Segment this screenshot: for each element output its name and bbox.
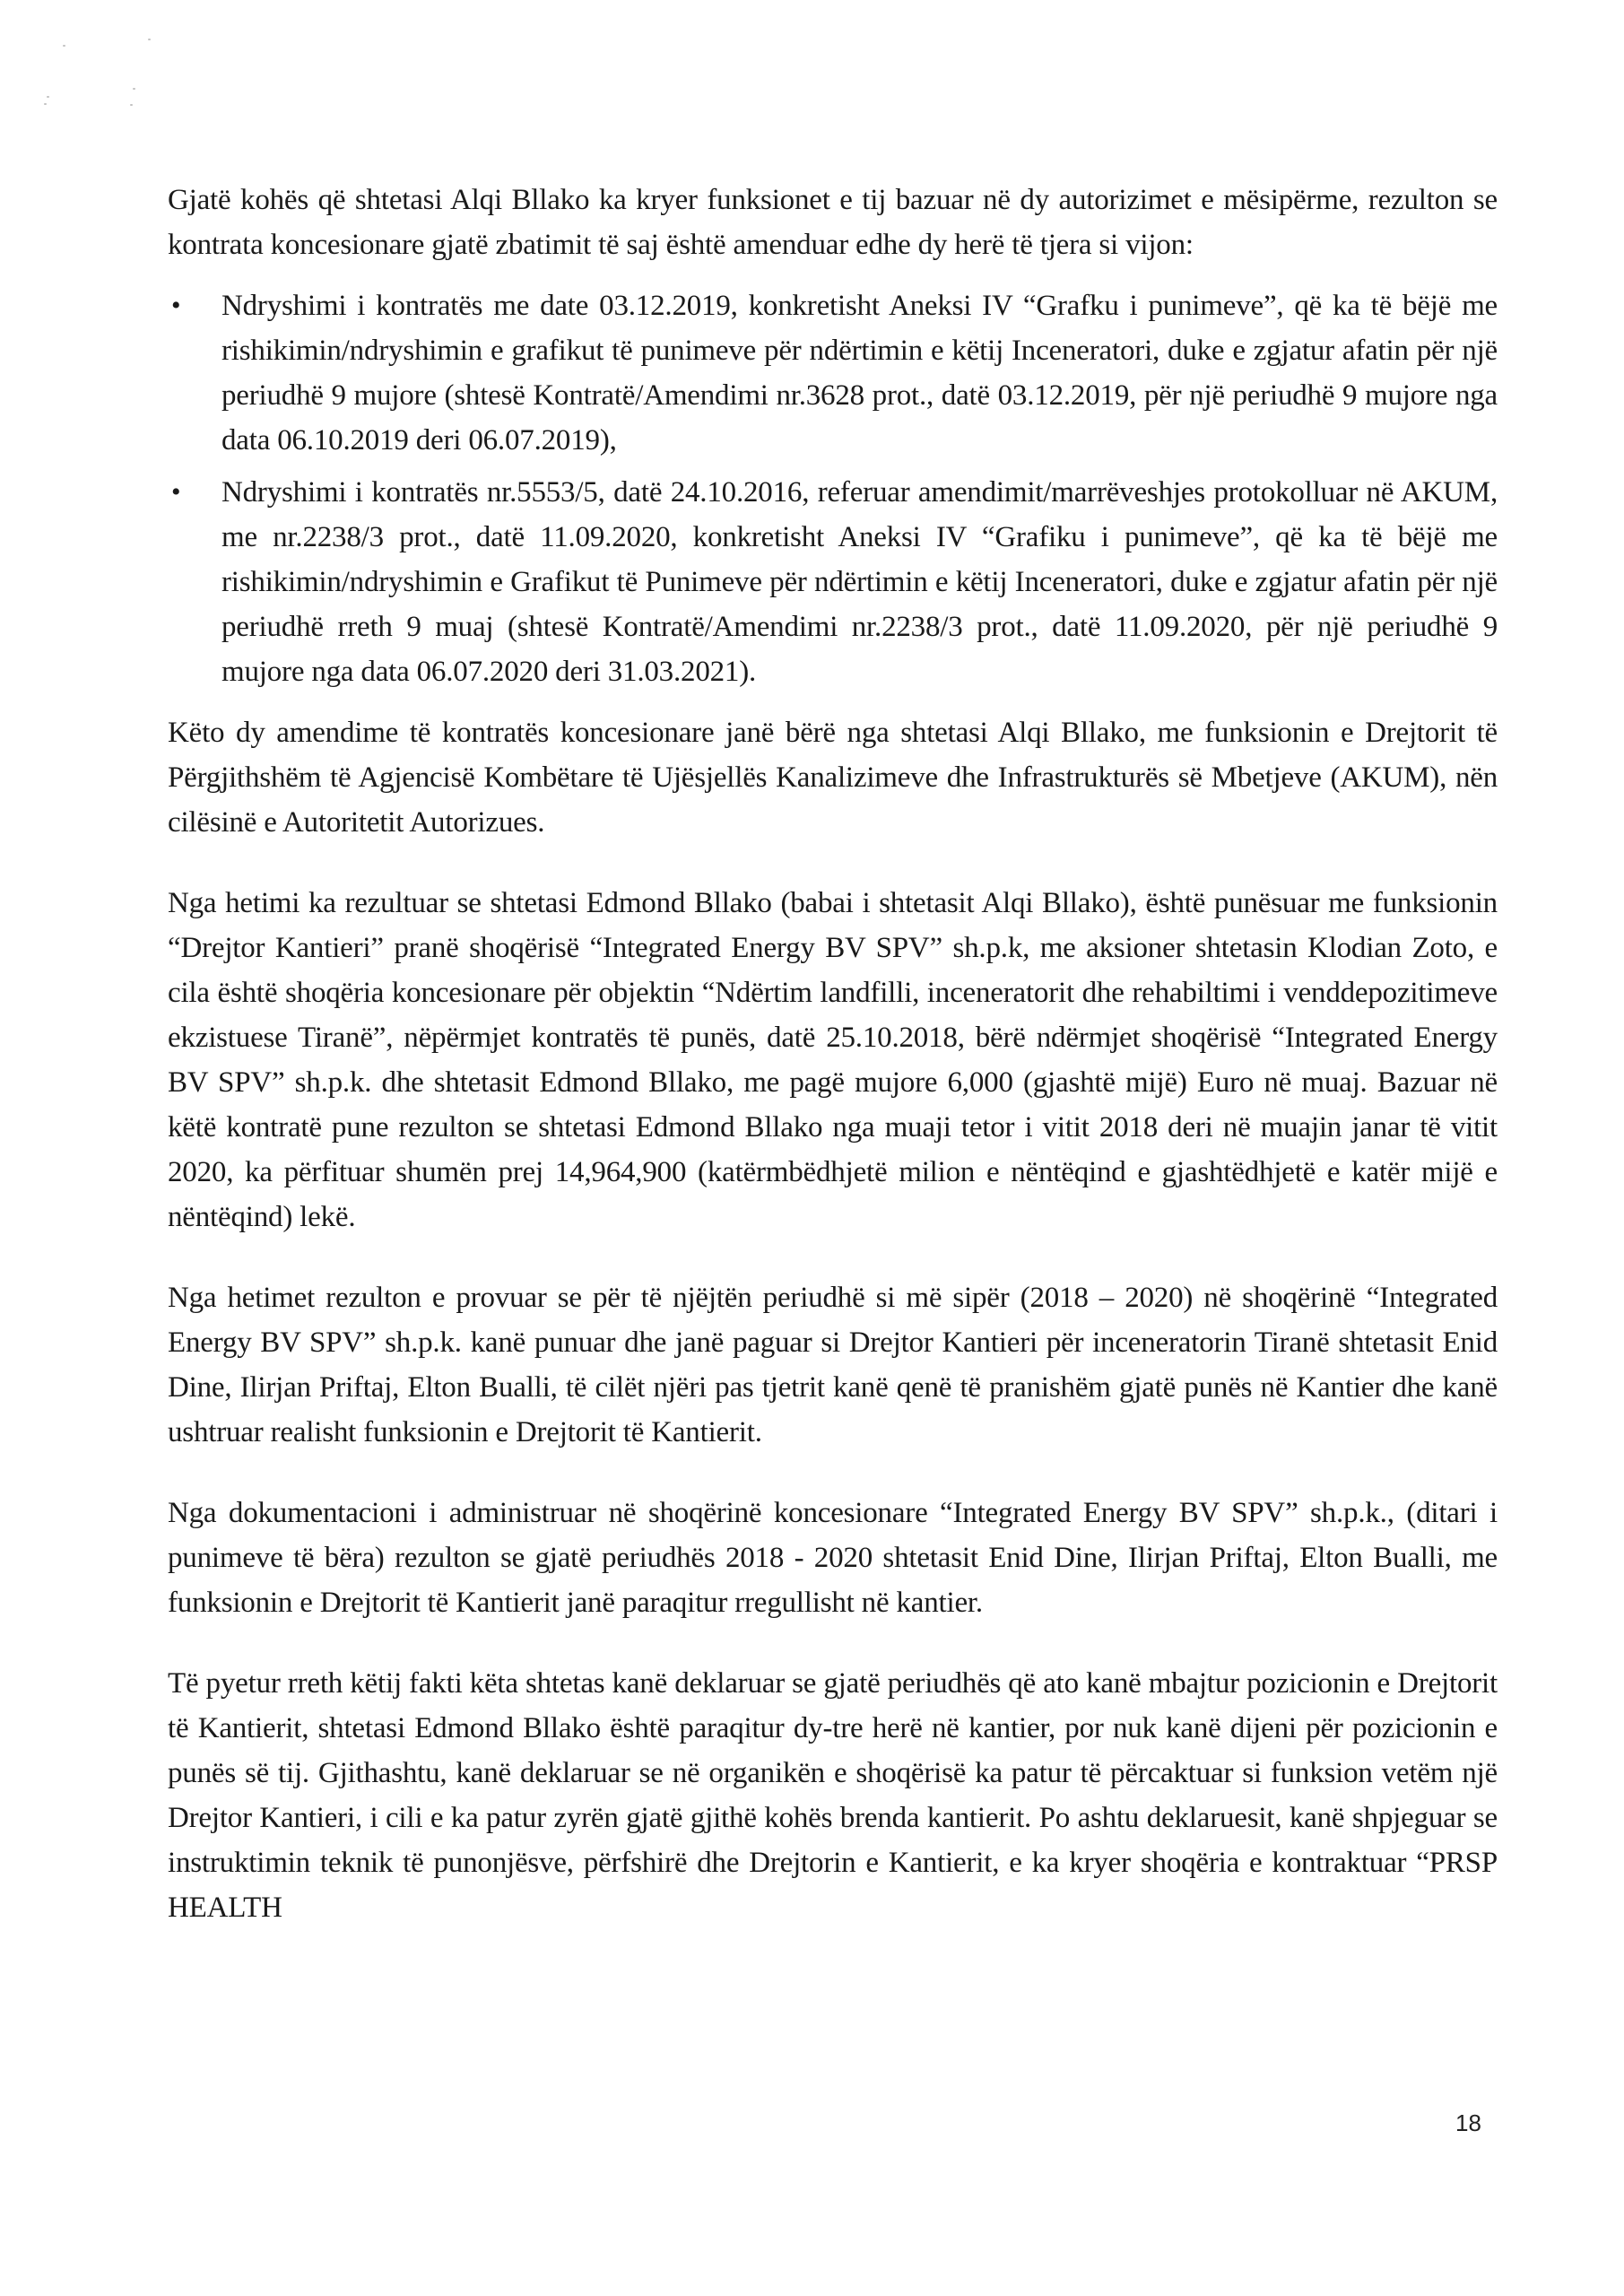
paragraph: Këto dy amendime të kontratës koncesionare janë bërë nga shtetasi Alqi Bllako, me funksionin e Drejtorit të Përgjithshëm të Agjencisë Kombëtare të Ujësjellës Kanalizimeve dhe Infrastrukturës së Mbetjeve (AKUM), nën cilësinë e Autoritetit Autorizues.: [168, 717, 1498, 839]
document-body: [168, 178, 1498, 1966]
list-item-text: Ndryshimi i kontratës nr.5553/5, datë 24.10.2016, referuar amendimit/marrëveshjes protokolluar në AKUM, me nr.2238/3 prot., datë 11.09.2020, konkretisht Aneksi IV “Grafiku i punimeve”, që ka të bëjë me rishikimin/ndryshimin e Grafikut të Punimeve për ndërtimin e këtij Inceneratori, duke e zgjatur afatin për një periudhë rreth 9 muaj (shtesë Kontratë/Amendimi nr.2238/3 prot., datë 11.09.2020, për një periudhë 9 mujore nga data 06.07.2020 deri 31.03.2021).: [221, 476, 1498, 688]
intro-paragraph: Gjatë kohës që shtetasi Alqi Bllako ka kryer funksionet e tij bazuar në dy autorizimet e mësipërme, rezulton se kontrata koncesionare gjatë zbatimit të saj është amenduar edhe dy herë të tjera si vijon:: [168, 184, 1498, 261]
bullet-icon: •: [171, 477, 181, 507]
list-item-text: Ndryshimi i kontratës me date 03.12.2019, konkretisht Aneksi IV “Grafku i punimeve”, që ka të bëjë me rishikimin/ndryshimin e grafikut të punimeve për ndërtimin e këtij Inceneratori, duke e zgjatur afatin për një periudhë 9 mujore (shtesë Kontratë/Amendimi nr.3628 prot., datë 03.12.2019, për një periudhë 9 mujore nga data 06.10.2019 deri 06.07.2019),: [221, 290, 1498, 457]
paragraph: Nga dokumentacioni i administruar në shoqërinë koncesionare “Integrated Energy BV SPV” sh.p.k., (ditari i punimeve të bëra) rezulton se gjatë periudhës 2018 - 2020 shtetasit Enid Dine, Ilirjan Priftaj, Elton Bualli, me funksionin e Drejtorit të Kantierit janë paraqitur rregullisht në kantier.: [168, 1497, 1498, 1619]
paragraph: Të pyetur rreth këtij fakti këta shtetas kanë deklaruar se gjatë periudhës që ato kanë mbajtur pozicionin e Drejtorit të Kantierit, shtetasi Edmond Bllako është paraqitur dy-tre herë në kantier, por nuk kanë dijeni për pozicionin e punës së tij. Gjithashtu, kanë deklaruar se në organikën e shoqërisë ka patur të përcaktuar si funksion vetëm një Drejtor Kantieri, i cili e ka patur zyrën gjatë gjithë kohës brenda kantierit. Po ashtu deklaruesit, kanë shpjeguar se instruktimin teknik të punonjësve, përfshirë dhe Drejtorin e Kantierit, e ka kryer shoqëria e kontraktuar “PRSP HEALTH: [168, 1667, 1498, 1924]
bullet-icon: •: [171, 291, 181, 320]
amendments-list: [168, 283, 1498, 694]
paragraph: Nga hetimet rezulton e provuar se për të njëjtën periudhë si më sipër (2018 – 2020) në shoqërinë “Integrated Energy BV SPV” sh.p.k. kanë punuar dhe janë paguar si Drejtor Kantieri për inceneratorin Tiranë shtetasit Enid Dine, Ilirjan Priftaj, Elton Bualli, të cilët njëri pas tjetrit kanë qenë të pranishëm gjatë punës në Kantier dhe kanë ushtruar realisht funksionin e Drejtorit të Kantierit.: [168, 1282, 1498, 1448]
list-item: [171, 470, 1498, 694]
paragraph: Nga hetimi ka rezultuar se shtetasi Edmond Bllako (babai i shtetasit Alqi Bllako), është punësuar me funksionin “Drejtor Kantieri” pranë shoqërisë “Integrated Energy BV SPV” sh.p.k, me aksioner shtetasin Klodian Zoto, e cila është shoqëria koncesionare për objektin “Ndërtim landfilli, inceneratorit dhe rehabiltimi i venddepozitimeve ekzistuese Tiranë”, nëpërmjet kontratës të punës, datë 25.10.2018, bërë ndërmjet shoqërisë “Integrated Energy BV SPV” sh.p.k. dhe shtetasit Edmond Bllako, me pagë mujore 6,000 (gjashtë mijë) Euro në muaj. Bazuar në këtë kontratë pune rezulton se shtetasi Edmond Bllako nga muaji tetor i vitit 2018 deri në muajin janar të vitit 2020, ka përfituar shumën prej 14,964,900 (katërmbëdhjetë milion e nëntëqind e gjashtëdhjetë e katër mijë e nëntëqind) lekë.: [168, 887, 1498, 1233]
list-item: [171, 283, 1498, 463]
page-number: 18: [1455, 2109, 1481, 2136]
